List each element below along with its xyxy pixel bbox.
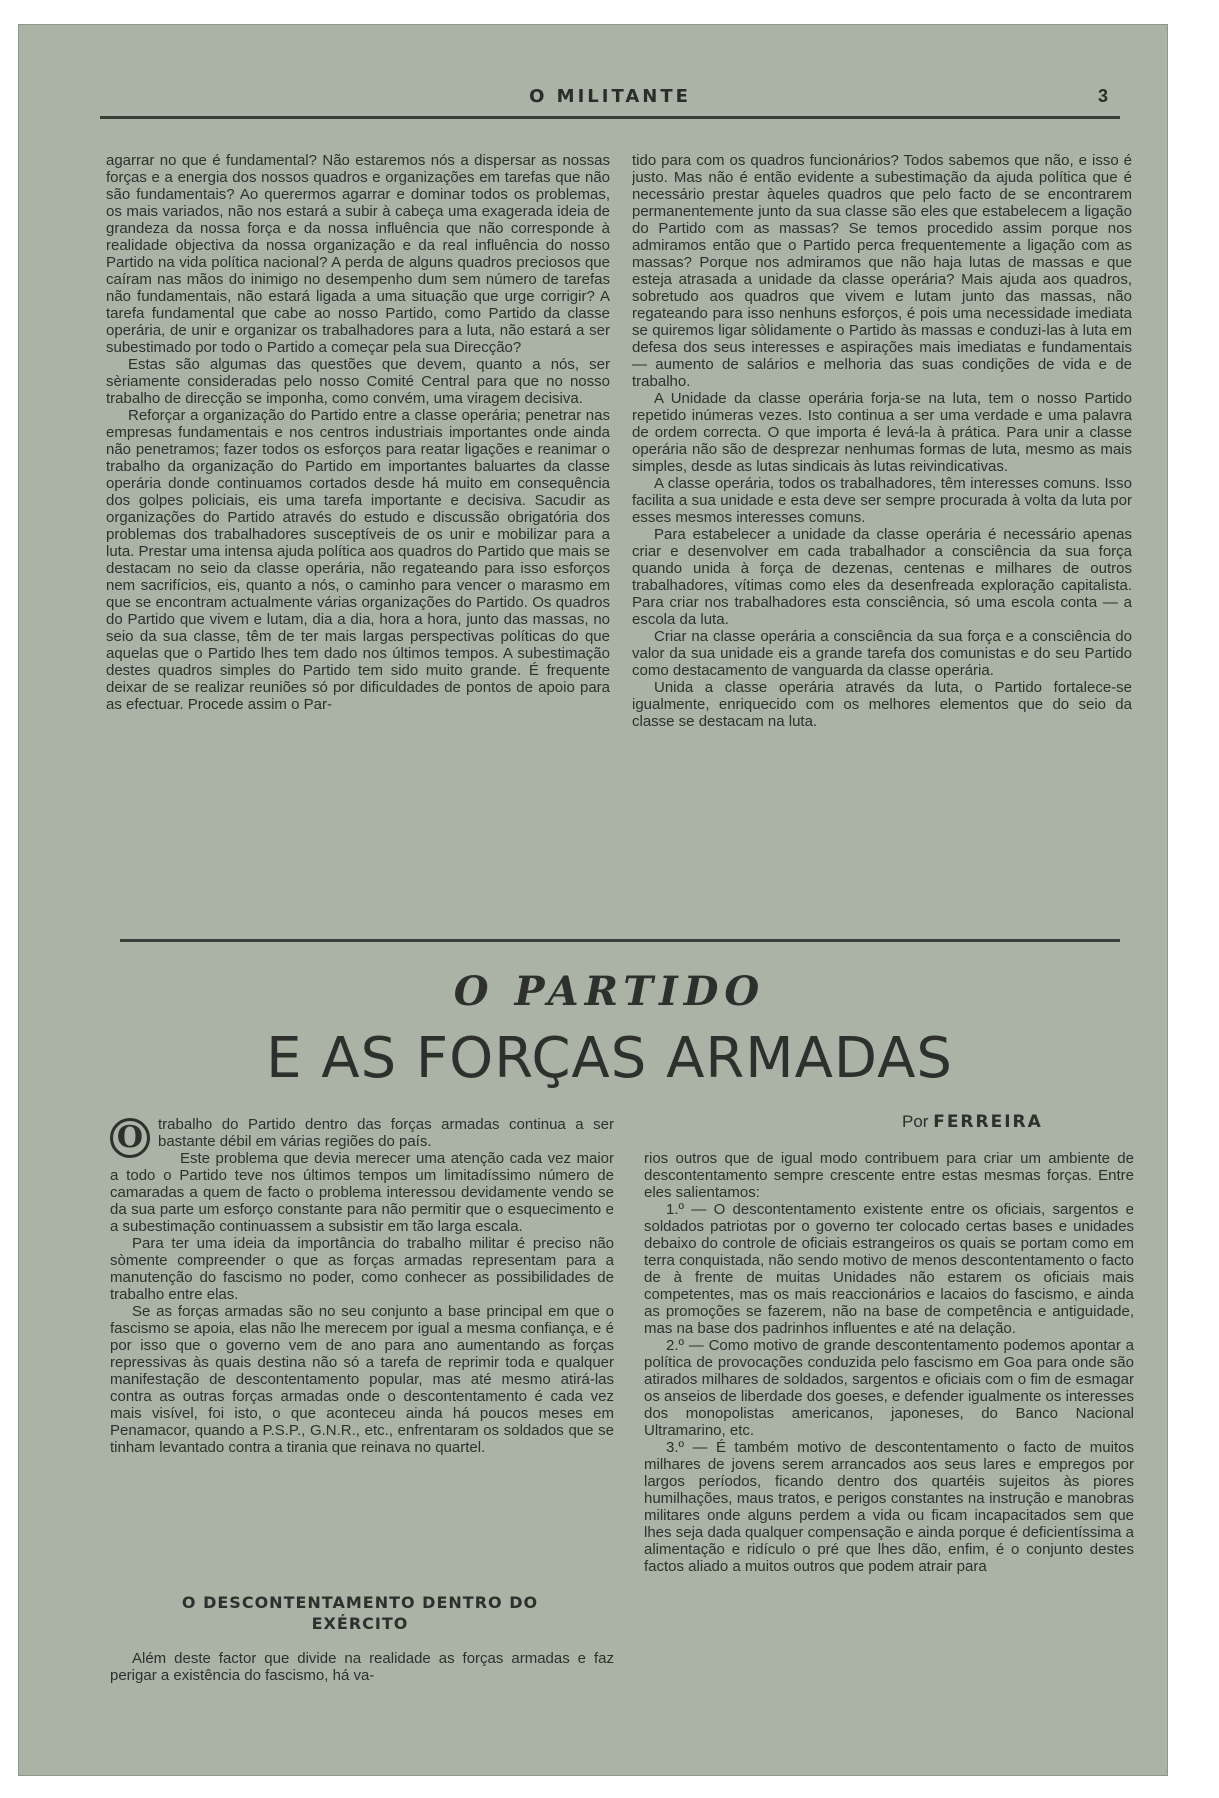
byline-author: FERREIRA [933,1112,1043,1132]
paragraph: 1.º — O descontentamento existente entre os oficiais, sargentos e soldados patriotas por o governo ter colocado certas bases e unidades debaixo do controle de oficiais estrangeiros os quais se portam como em terra conquistada, não sendo motivo de menos descontentamento o facto de à frente de muitas Unidades não estarem os oficiais mais competentes, mas os mais reaccionários e lacaios do fascismo, e ainda as promoções se fazerem, não na base de competência e antiguidade, mas na base dos padrinhos influentes e até na delação. [644,1201,1134,1337]
paragraph: A Unidade da classe operária forja-se na luta, tem o nosso Partido repetido inúmeras vezes. Isto continua a ser uma verdade e uma palavra de ordem correcta. O que importa é levá-la à prática. Para unir a classe operária não são de desprezar nenhumas formas de luta, mesmo as mais simples, desde as lutas sindicais às lutas reivindicativas. [632,390,1132,475]
page-number: 3 [1097,86,1108,106]
subheading-line-2: EXÉRCITO [311,1614,409,1633]
article-subheading [110,1592,610,1634]
article-right-column [644,1150,1134,1684]
section-divider [120,939,1120,942]
top-right-column [632,152,1132,912]
paragraph: Além deste factor que divide na realidade as forças armadas e faz perigar a existência do fascismo, há va- [110,1650,614,1684]
paragraph: Se as forças armadas são no seu conjunto a base principal em que o fascismo se apoia, elas não lhe merecem por igual a mesma confiança, e é por isso que o governo vem de ano para ano aumentando as forças repressivas às quais destina não só a tarefa de reprimir toda e qualquer manifestação de descontentamento popular, mas até mesmo atirá-las contra as outras forças armadas onde o descontentamento é cada vez mais visível, foi isto, o que aconteceu ainda há poucos meses em Penamacor, quando a P.S.P., G.N.R., etc., enfrentaram os soldados que se tinham levantado contra a tirania que reinava no quartel. [110,1303,614,1456]
paragraph: Criar na classe operária a consciência da sua força e a consciência do valor da sua unidade eis a grande tarefa dos comunistas e do seu Partido como destacamento de vanguarda da classe operária. [632,628,1132,679]
subheading-line-1: O DESCONTENTAMENTO DENTRO DO [181,1593,539,1612]
paragraph: tido para com os quadros funcionários? Todos sabemos que não, e isso é justo. Mas não é então evidente a subestimação da ajuda política que é necessário prestar àqueles quadros que pelo facto de se encontrarem permanentemente junto da sua classe são eles que estabelecem a ligação do Partido com as massas? Se temos procedido assim porque nos admiramos então que o Partido perca frequentemente a ligação com as massas? Porque nos admiramos que não haja lutas de massas e que esteja atrasada a unidade da classe operária? Mais ajuda aos quadros, sobretudo aos quadros que vivem e lutam junto das massas, não regateando para isso nenhuns esforços, é pois uma necessidade imediata se quiremos ligar sòlidamente o Partido às massas e conduzi-las à luta em defesa dos seus interesses e aspirações mais imediatas e fundamentais — aumento de salários e melhoria das suas condições de vida e de trabalho. [632,152,1132,390]
paragraph-text: trabalho do Partido dentro das forças armadas continua a ser bastante débil em várias regiões do país. [158,1116,614,1150]
article-left-column-continued [110,1650,614,1690]
drop-cap: O [110,1118,150,1158]
paragraph: Para estabelecer a unidade da classe operária é necessário apenas criar e desenvolver em cada trabalhador a consciência da sua força quando unida à força de dezenas, centenas e milhares de outros trabalhadores, vítimas como eles da desenfreada exploração capitalista. Para criar nos trabalhadores esta consciência, só uma escola conta — a escola da luta. [632,526,1132,628]
paragraph: 3.º — É também motivo de descontentamento o facto de muitos milhares de jovens serem arrancados aos seus lares e empregos por largos períodos, ficando dentro dos quartéis sujeitos às piores humilhações, maus tratos, e perigos constantes na instrução e manobras militares onde alguns perdem a vida ou ficam incapacitados sem que lhes seja dada qualquer compensação e ainda porque é deficientíssima a alimentação e ridículo o pré que lhes dão, enfim, é o conjunto destes factos aliado a muitos outros que podem atrair para [644,1439,1134,1575]
paragraph: Unida a classe operária através da luta, o Partido fortalece-se igualmente, enriquecido com os melhores elementos que do seio da classe se destacam na luta. [632,679,1132,730]
paragraph: rios outros que de igual modo contribuem para criar um ambiente de descontentamento sempre crescente entre estas mesmas forças. Entre eles salientamos: [644,1150,1134,1201]
running-header [100,86,1120,119]
paragraph: 2.º — Como motivo de grande descontentamento podemos apontar a política de provocações conduzida pelo fascismo em Goa para onde são atirados milhares de soldados, sargentos e oficiais com o fim de esmagar os anseios de liberdade dos goeses, e defender igualmente os interesses dos monopolistas americanos, japoneses, do Banco Nacional Ultramarino, etc. [644,1337,1134,1439]
paragraph: agarrar no que é fundamental? Não estaremos nós a dispersar as nossas forças e a energia dos nossos quadros e organizações em tarefas que não são fundamentais? Ao querermos agarrar e dominar todos os problemas, os mais variados, não nos estará a subir à cabeça uma exagerada ideia de grandeza da nossa força e da nossa influência que não corresponde à realidade objectiva da nossa organização e da real influência do nosso Partido na vida política nacional? A perda de alguns quadros preciosos que caíram nas mãos do inimigo no desempenho dum sem número de tarefas não fundamentais, não estará ligada a uma situação que urge corrigir? A tarefa fundamental que cabe ao nosso Partido, como Partido da classe operária, de unir e organizar os trabalhadores para a luta, não estará a ser subestimado por todo o Partido a começar pela sua Direcção? [106,152,610,356]
byline-prefix: Por [902,1112,929,1131]
paragraph: Este problema que devia merecer uma atenção cada vez maior a todo o Partido teve nos últimos tempos um limitadíssimo número de camaradas a quem de facto o problema interessou devidamente vendo se da sua parte um esforço constante para não permitir que o esquecimento e a subestimação continuassem a subsistir em tão larga escala. [110,1150,614,1235]
newspaper-name: O MILITANTE [529,86,691,107]
paragraph: A classe operária, todos os trabalhadores, têm interesses comuns. Isso facilita a sua unidade e esta deve ser sempre procurada à volta da luta por esses mesmos interesses comuns. [632,475,1132,526]
paragraph: Para ter uma ideia da importância do trabalho militar é preciso não sòmente compreender o que as forças armadas representam para a manutenção do fascismo no poder, como conhecer as possibilidades de trabalho entre elas. [110,1235,614,1303]
paragraph: Reforçar a organização do Partido entre a classe operária; penetrar nas empresas fundamentais e nos centros industriais importantes onde ainda não penetramos; fazer todos os esforços para reatar ligações e reanimar o trabalho da organização do Partido em importantes baluartes da classe operária donde continuamos cortados desde há muito em consequência dos golpes policiais, eis uma tarefa importante e decisiva. Sacudir as organizações do Partido através do estudo e discussão obrigatória dos problemas dos trabalhadores susceptíveis de os unir e mobilizar para a luta. Prestar uma intensa ajuda política aos quadros do Partido que mais se destacam no seio da classe operária, não regateando para isso esforços nem sacrifícios, eis, quanto a nós, o caminho para vencer o marasmo em que se encontram actualmente várias organizações do Partido. Os quadros do Partido que vivem e lutam, dia a dia, hora a hora, junto das massas, no seio da sua classe, têm de ter mais largas perspectivas políticas do que aquelas que o Partido lhes tem dado nos últimos tempos. A subestimação destes quadros simples do Partido tem sido muito grande. É frequente deixar de se realizar reuniões só por dificuldades de pontos de apoio para as efectuar. Procede assim o Par- [106,407,610,713]
article-title-line-1: O PARTIDO [453,968,766,1015]
top-left-column [106,152,610,910]
article-byline [902,1112,1043,1132]
paragraph [110,1116,614,1155]
paragraph: Estas são algumas das questões que devem, quanto a nós, ser sèriamente consideradas pelo nosso Comité Central para que no nosso trabalho de direcção se imponha, como convém, uma viragem decisiva. [106,356,610,407]
article-title-line-2: E AS FORÇAS ARMADAS [266,1026,953,1091]
article-left-column [110,1116,614,1672]
